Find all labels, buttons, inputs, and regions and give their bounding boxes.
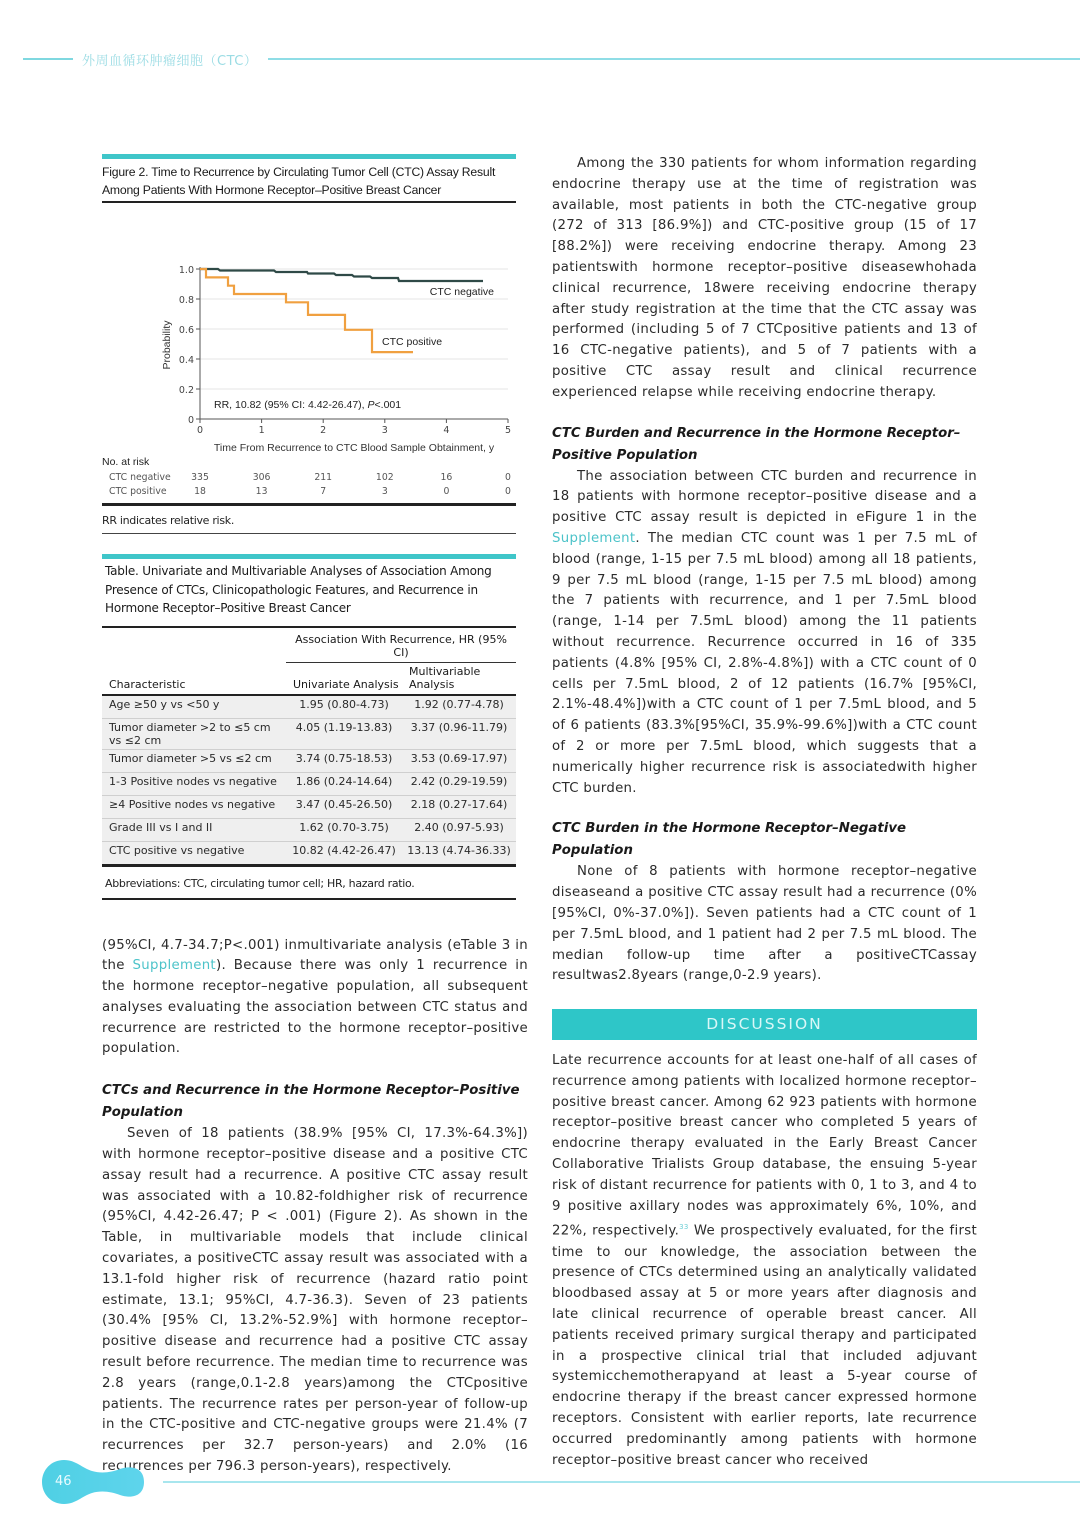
svg-text:0: 0 xyxy=(505,486,511,497)
svg-text:1.0: 1.0 xyxy=(178,265,194,276)
table-row: Tumor diameter >5 vs ≤2 cm 3.74 (0.75-18.53) 3.53 (0.69-17.97) xyxy=(102,749,516,772)
svg-text:0.4: 0.4 xyxy=(178,355,194,366)
at-risk-values xyxy=(191,472,511,497)
svg-text:7: 7 xyxy=(320,486,327,497)
svg-text:0: 0 xyxy=(505,472,511,483)
page-number-badge xyxy=(40,1458,165,1512)
svg-text:211: 211 xyxy=(314,472,333,483)
supplement-link[interactable]: Supplement xyxy=(552,530,636,546)
col-header-univariate: Univariate Analysis xyxy=(293,677,399,691)
svg-text:3: 3 xyxy=(381,425,388,436)
figure-title: Figure 2. Time to Recurrence by Circulating Tumor Cell (CTC) Assay Result Among Patients With Hormone Receptor–Positive Breast Cancer xyxy=(102,165,496,197)
x-axis-label: Time From Recurrence to CTC Blood Sample Obtainment, y xyxy=(213,442,495,454)
svg-text:13: 13 xyxy=(255,486,268,497)
svg-text:335: 335 xyxy=(191,472,209,483)
svg-text:0.2: 0.2 xyxy=(178,385,194,396)
ctc-negative-curve xyxy=(200,269,483,281)
svg-text:4: 4 xyxy=(443,425,450,436)
table-row: Tumor diameter >2 to ≤5 cm vs ≤2 cm 4.05 (1.19-13.83) 3.37 (0.96-11.79) xyxy=(102,718,516,749)
rr-annotation: RR, 10.82 (95% CI: 4.42-26.47), P<.001 xyxy=(214,399,402,411)
section-heading: CTC Burden and Recurrence in the Hormone Receptor–Positive Population xyxy=(552,425,961,463)
hr-table xyxy=(102,554,516,900)
svg-text:0: 0 xyxy=(196,425,204,436)
col-header-characteristic: Characteristic xyxy=(109,677,186,691)
y-tick-labels xyxy=(179,265,194,426)
reference-superscript[interactable]: 33 xyxy=(679,1223,689,1232)
table-footnote: Abbreviations: CTC, circulating tumor cell; HR, hazard ratio. xyxy=(105,876,415,890)
body-paragraph: Among the 330 patients for whom information regarding endocrine therapy use at the time of registration was available, most patients in both the CTC-negative group (272 of 313 [86.9%]) and CTC-positive group (15 of 17 [88.2%]) were receiving endocrine therapy. Among 23 patientswith hormone receptor–positive diseasewhohada clinical recurrence, 18were receiving endocrine therapy after study registration at the time that the CTC assay was performed (including 5 of 7 CTCpositive patients and 13 of 16 CTC-negative patients), and 5 of 7 patients with a positive CTC assay result and clinical recurrence experienced relapse while receiving endocrine therapy. xyxy=(552,156,977,400)
figure-2 xyxy=(102,154,516,534)
body-paragraph: Seven of 18 patients (38.9% [95% CI, 17.3%-64.3%]) with hormone receptor–positive disease and a positive CTC assay result had a recurrence. A positive CTC assay result was associated with a 10.82-foldhigher risk of recurrence (95%CI, 4.42-26.47; P < .001) (Figure 2). As shown in the Table, in multivariable models that include clinical covariates, a positiveCTC assay result was associated with a 13.1-fold higher risk of recurrence (hazard ratio point estimate, 13.1; 95%CI, 4.7-36.3). Seven of 23 patients (30.4% [95% CI, 13.2%-52.9%] with hormone receptor–positive disease and recurrence had a positive CTC assay result before recurrence. The median time to recurrence was 2.8 years (range,0.1-2.8 years)among the CTCpositive patients. The recurrence rates per person-year of follow-up in the CTC-positive and CTC-negative groups were 21.4% (7 recurrences per 32.7 person-years) and 2.0% (16 recurrences per 796.3 person-years), respectively. xyxy=(102,1126,528,1475)
ctc-positive-label: CTC positive xyxy=(382,336,443,348)
svg-text:0.6: 0.6 xyxy=(178,325,194,336)
table-row: Age ≥50 y vs <50 y 1.95 (0.80-4.73) 1.92 (0.77-4.78) xyxy=(102,695,516,719)
body-paragraph: (95%CI, 4.7-34.7;P<.001) inmultivariate analysis (eTable 3 in the Supplement). Because there was only 1 recurrence in the hormone receptor–negative population, all subsequent analyses evaluating the association between CTC status and recurrence are restricted to the hormone receptor–positive population. xyxy=(102,937,528,1057)
svg-text:16: 16 xyxy=(440,472,453,483)
group-header: Association With Recurrence, HR (95% CI) xyxy=(286,628,516,663)
supplement-link[interactable]: Supplement xyxy=(132,958,216,974)
svg-text:CTC negative: CTC negative xyxy=(109,472,171,483)
table-row: Grade III vs I and II 1.62 (0.70-3.75) 2.40 (0.97-5.93) xyxy=(102,818,516,841)
svg-text:102: 102 xyxy=(375,472,394,483)
y-axis-label: Probability xyxy=(161,320,173,370)
table-row: ≥4 Positive nodes vs negative 3.47 (0.45-26.50) 2.18 (0.27-17.64) xyxy=(102,795,516,818)
svg-text:CTC positive: CTC positive xyxy=(109,486,167,497)
header-rule-left xyxy=(23,58,73,60)
ctc-negative-label: CTC negative xyxy=(429,286,494,298)
svg-text:3: 3 xyxy=(381,486,388,497)
header-rule-right xyxy=(268,58,1080,60)
svg-text:0: 0 xyxy=(443,486,450,497)
table-title: Table. Univariate and Multivariable Analyses of Association Among Presence of CTCs, Clinicopathologic Features, and Recurrence in Hormone Receptor–Positive Breast Cancer xyxy=(105,564,492,615)
svg-text:1: 1 xyxy=(258,425,265,436)
hr-data-table xyxy=(102,628,516,864)
footer-rule xyxy=(163,1481,1080,1483)
col-header-multivariable: Multivariable Analysis xyxy=(409,664,481,691)
at-risk-heading: No. at risk xyxy=(102,456,150,468)
running-title: 外周血循环肿瘤细胞（CTC） xyxy=(82,54,258,69)
km-chart-svg xyxy=(102,203,516,503)
svg-text:0.8: 0.8 xyxy=(178,295,194,306)
left-column xyxy=(102,154,528,1478)
svg-text:0: 0 xyxy=(187,415,194,426)
section-heading: CTC Burden in the Hormone Receptor–Negative Population xyxy=(552,821,907,859)
discussion-section-banner: DISCUSSION xyxy=(552,1009,977,1040)
page-number: 46 xyxy=(55,1474,72,1489)
table-row: CTC positive vs negative 10.82 (4.42-26.47) 13.13 (4.74-36.33) xyxy=(102,841,516,864)
body-paragraph: The association between CTC burden and recurrence in 18 patients with hormone receptor–positive disease and a positive CTC assay result is depicted in eFigure 1 in the Supplement. The median CTC count was 1 per 7.5 mL of blood (range, 1-15 per 7.5 mL blood) among all 18 patients, 9 per 7.5 mL blood (range, 1-15 per 7.5 mL blood) among the 7 patients with recurrence, and 1 per 7.5mL blood (range, 1-14 per 7.5mL blood) among the 11 patients without recurrence. Recurrence occurred in 16 of 335 patients (4.8% [95% CI, 2.8%-4.8%]) with a CTC count of 0 cells per 7.5mL blood, 2 of 12 patients (16.7% [95%CI, 2.1%-48.4%])with a CTC count of 1 per 7.5mL blood, and 5 of 6 patients (83.3%[95%CI, 35.9%-99.6%])with a CTC count of 2 or more per 7.5mL blood, which suggests that a numerically higher recurrence risk is associatedwith higher CTC burden. xyxy=(552,468,977,796)
right-column xyxy=(552,154,977,1471)
table-row: 1-3 Positive nodes vs negative 1.86 (0.24-14.64) 2.42 (0.29-19.59) xyxy=(102,772,516,795)
body-paragraph: None of 8 patients with hormone receptor–negative diseaseand a positive CTC assay result had a recurrence (0%[95%CI, 0%-37.0%]). Seven patients had a CTC count of 1 per 7.5mL blood, and 1 patient had 2 per 7.5 mL blood. The median follow-up time after a positiveCTCassay resultwas2.8years (range,0-2.9 years). xyxy=(552,864,977,984)
svg-text:2: 2 xyxy=(320,425,327,436)
figure-footnote: RR indicates relative risk. xyxy=(102,514,235,527)
section-heading: CTCs and Recurrence in the Hormone Receptor–Positive Population xyxy=(102,1083,520,1121)
svg-text:18: 18 xyxy=(194,486,206,497)
x-tick-labels xyxy=(197,425,511,436)
figure-end-rule xyxy=(102,533,516,534)
svg-text:5: 5 xyxy=(504,425,512,436)
km-chart xyxy=(102,203,516,503)
body-paragraph: Late recurrence accounts for at least one-half of all cases of recurrence among patients with localized hormone receptor–positive breast cancer. Among 62 923 patients with hormone receptor–positive breast cancer who completed 5 years of endocrine therapy evaluated in the Early Breast Cancer Collaborative Trialists Group database, the ensuing 5-year risk of distant recurrence for patients with 0, 1 to 3, and 4 to 9 positive axillary nodes was approximately 6%, 10%, and 22%, respectively.$^{33}$ We prospectively evaluated, for the first time to our knowledge, the association between the presence of CTCs determined using an analytically validated bloodbased assay at 5 or more years after diagnosis and late clinical recurrence of operable breast cancer. All patients received primary surgical therapy and participated in a prospective clinical trial that included adjuvant systemicchemotherapyand at least a 5-year course of endocrine therapy if the breast cancer expressed hormone receptors. Consistent with earlier reports, late recurrence occurred predominantly among patients with hormone receptor–positive breast cancer who received xyxy=(552,1053,977,1468)
at-risk-rows xyxy=(109,472,171,497)
svg-text:306: 306 xyxy=(252,472,271,483)
